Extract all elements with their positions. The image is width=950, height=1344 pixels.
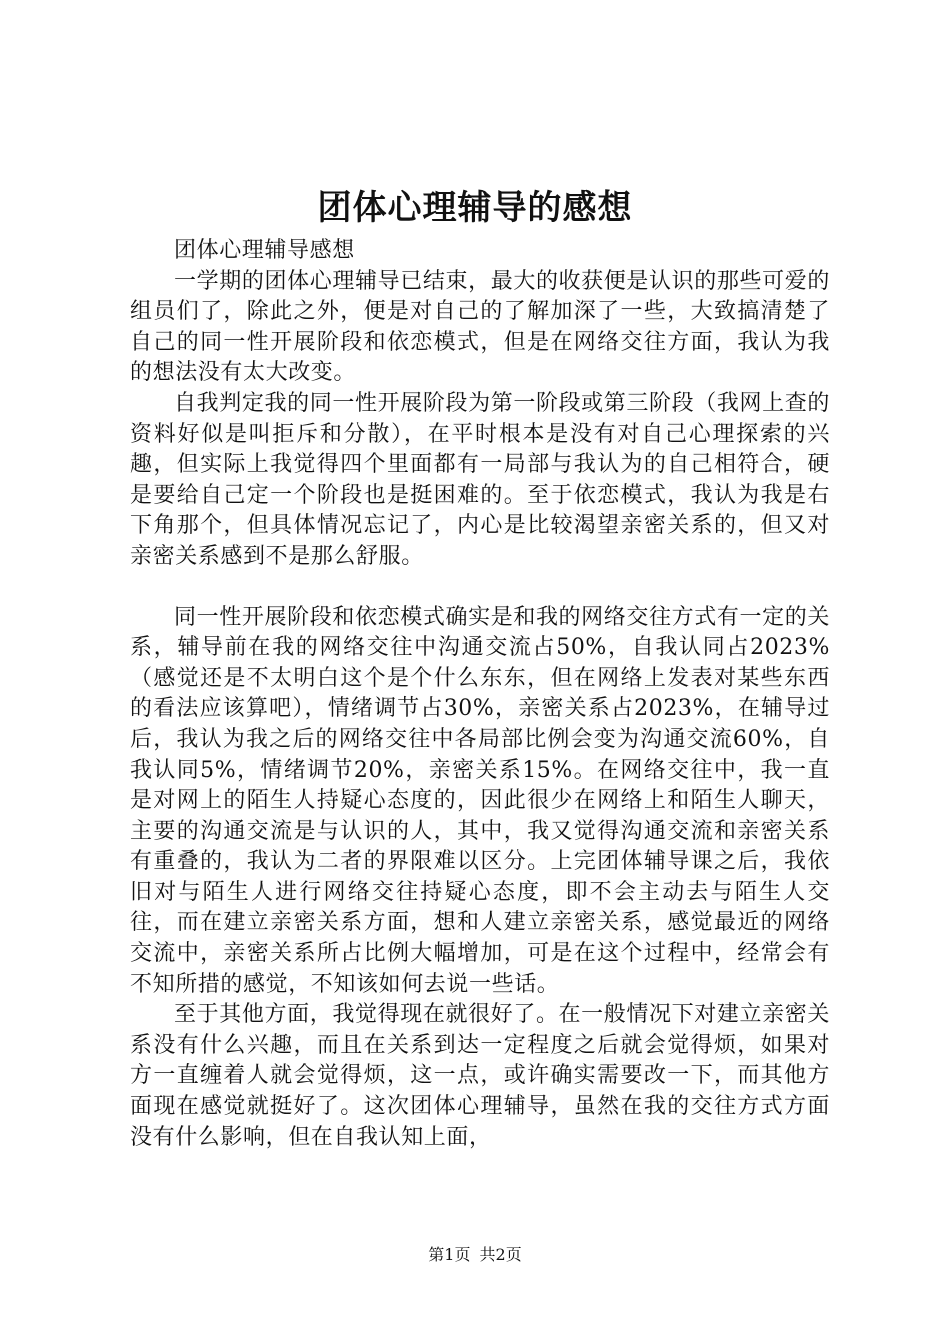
body-paragraph: 自我判定我的同一性开展阶段为第一阶段或第三阶段（我网上查的资料好似是叫拒斥和分散），在平时根本是没有对自己心理探索的兴趣，但实际上我觉得四个里面都有一局部与我认为的自己相符合，硬是要给自己定一个阶段也是挺困难的。至于依恋模式，我认为我是右下角那个，但具体情况忘记了，内心是比较渴望亲密关系的，但又对亲密关系感到不是那么舒服。 <box>130 390 830 569</box>
page-number-current: 第1页 <box>428 1245 471 1264</box>
page-number-total: 共2页 <box>479 1245 522 1264</box>
page-footer <box>0 1244 950 1266</box>
body-paragraph: 一学期的团体心理辅导已结束，最大的收获便是认识的那些可爱的组员们了，除此之外，便是对自己的了解加深了一些，大致搞清楚了自己的同一性开展阶段和依恋模式，但是在网络交往方面，我认为我的想法没有太大改变。 <box>130 268 830 386</box>
document-title: 团体心理辅导的感想 <box>317 188 633 228</box>
subtitle-paragraph: 团体心理辅导感想 <box>174 238 355 263</box>
body-paragraph: 同一性开展阶段和依恋模式确实是和我的网络交往方式有一定的关系，辅导前在我的网络交往中沟通交流占50%，自我认同占2023%（感觉还是不太明白这个是个什么东东，但在网络上发表对某些东西的看法应该算吧），情绪调节占30%，亲密关系占2023%，在辅导过后，我认为我之后的网络交往中各局部比例会变为沟通交流60%，自我认同5%，情绪调节20%，亲密关系15%。在网络交往中，我一直是对网上的陌生人持疑心态度的，因此很少在网络上和陌生人聊天，主要的沟通交流是与认识的人，其中，我又觉得沟通交流和亲密关系有重叠的，我认为二者的界限难以区分。上完团体辅导课之后，我依旧对与陌生人进行网络交往持疑心态度，即不会主动去与陌生人交往，而在建立亲密关系方面，想和人建立亲密关系，感觉最近的网络交流中，亲密关系所占比例大幅增加，可是在这个过程中，经常会有不知所措的感觉，不知该如何去说一些话。 <box>130 604 830 997</box>
document-body <box>130 236 830 1153</box>
body-paragraph: 至于其他方面，我觉得现在就很好了。在一般情况下对建立亲密关系没有什么兴趣，而且在关系到达一定程度之后就会觉得烦，如果对方一直缠着人就会觉得烦，这一点，或许确实需要改一下，而其他方面现在感觉就挺好了。这次团体心理辅导，虽然在我的交往方式方面没有什么影响，但在自我认知上面， <box>130 1002 830 1150</box>
